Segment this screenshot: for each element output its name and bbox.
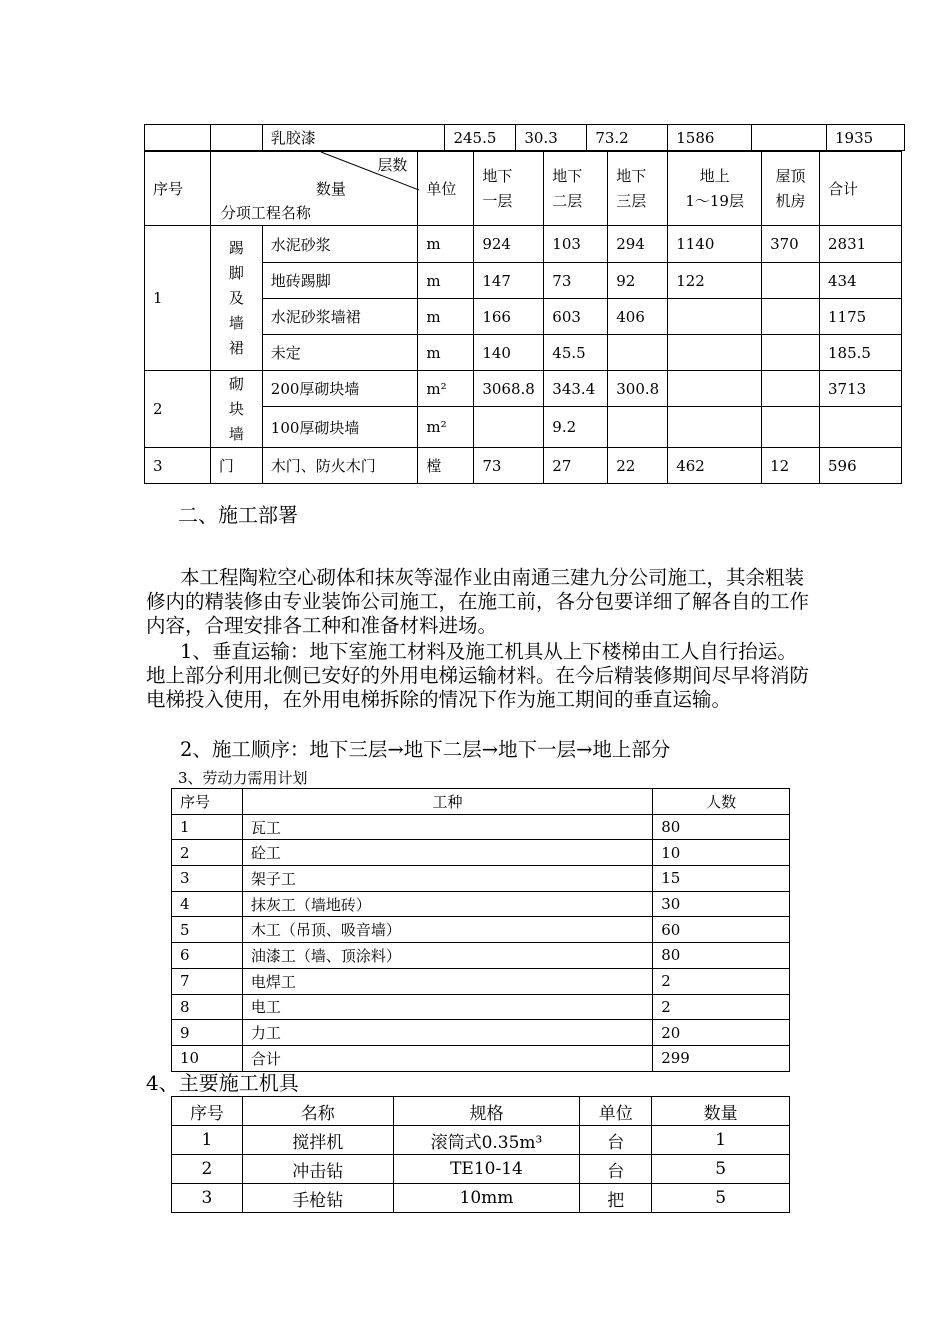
header-qty: 数量 [652,1097,790,1126]
quantity-table [144,151,902,484]
table-row [172,891,790,917]
cell: 60 [653,917,790,943]
item-b1: 140 [474,335,544,371]
item-unit: m [418,263,474,299]
item-above [668,407,762,448]
item-name: 水泥砂浆墙裙 [262,299,418,335]
cell: 15 [653,866,790,892]
item-unit: m [418,226,474,263]
item-above [668,299,762,335]
header-row [145,152,902,226]
item-b3: 300.8 [608,371,668,407]
item-b2: 343.4 [544,371,608,407]
cell: 20 [653,1020,790,1046]
item-b3 [608,335,668,371]
header-seq: 序号 [172,789,243,815]
item-total: 2831 [820,226,902,263]
item-b2: 603 [544,299,608,335]
header-seq: 序号 [172,1097,243,1126]
cell: 手枪钻 [242,1184,393,1213]
table-row [172,866,790,892]
table-row [172,814,790,840]
table-row [172,968,790,994]
group-category: 踢 脚 及 墙 裙 [210,226,262,371]
item-b2: 45.5 [544,335,608,371]
item-unit: m² [418,407,474,448]
header-unit: 单位 [418,152,474,226]
continuation-row-table [144,124,905,151]
item-total: 185.5 [820,335,902,371]
item-unit: m [418,335,474,371]
cell: 4 [172,891,243,917]
cell: 2 [653,994,790,1020]
cell: 力工 [242,1020,652,1046]
header-b3: 地下 三层 [608,152,668,226]
cell: 油漆工（墙、顶涂料） [242,943,652,969]
cell: 搅拌机 [242,1126,393,1155]
header-row [172,1097,790,1126]
cell: 乳胶漆 [262,125,445,151]
table-row [172,917,790,943]
header-name-label: 分项工程名称 [220,204,311,222]
cell [210,125,262,151]
header-roof: 屋顶 机房 [762,152,820,226]
cell: 1586 [668,125,752,151]
item-unit: 樘 [418,448,474,484]
item-b3: 22 [608,448,668,484]
item-total: 1175 [820,299,902,335]
header-name: 名称 [242,1097,393,1126]
diagonal-header-cell [210,152,418,226]
item-roof: 370 [762,226,820,263]
tools-title: 4、主要施工机具 [146,1071,299,1095]
labor-table [171,788,790,1072]
cell: 7 [172,968,243,994]
cell: 5 [172,917,243,943]
item-roof [762,371,820,407]
cell: 台 [580,1155,652,1184]
cell: 1 [652,1126,790,1155]
item-b1: 166 [474,299,544,335]
cell: 10 [653,840,790,866]
table-row [172,1126,790,1155]
item-name: 木门、防火木门 [262,448,418,484]
header-qty-label: 数量 [315,180,346,198]
cell: 把 [580,1184,652,1213]
cell: 299 [653,1045,790,1071]
cell: 80 [653,814,790,840]
cell: 73.2 [587,125,668,151]
group-seq: 3 [145,448,211,484]
item-total [820,407,902,448]
cell: 台 [580,1126,652,1155]
item-b2: 9.2 [544,407,608,448]
table-row [145,448,902,484]
item-roof [762,407,820,448]
item-b2: 103 [544,226,608,263]
item-unit: m² [418,371,474,407]
item-name: 未定 [262,335,418,371]
item-above [668,371,762,407]
item-roof [762,299,820,335]
header-unit: 单位 [580,1097,652,1126]
item-b2: 73 [544,263,608,299]
cell: 3 [172,1184,243,1213]
header-above: 地上 1～19层 [668,152,762,226]
table-row [172,1020,790,1046]
cell: 3 [172,866,243,892]
cell: 10mm [393,1184,580,1213]
table-row [145,226,902,263]
item-roof: 12 [762,448,820,484]
item-roof [762,335,820,371]
item-total: 434 [820,263,902,299]
item-unit: m [418,299,474,335]
cell: 2 [172,840,243,866]
item-name: 水泥砂浆 [262,226,418,263]
paragraph-construction-order: 2、施工顺序：地下三层→地下二层→地下一层→地上部分 [180,738,671,761]
cell: 6 [172,943,243,969]
item-above: 462 [668,448,762,484]
table-row [145,125,905,151]
item-b3: 294 [608,226,668,263]
cell: 1935 [827,125,905,151]
cell: 80 [653,943,790,969]
item-b1: 3068.8 [474,371,544,407]
cell: 1 [172,814,243,840]
table-row [145,371,902,407]
cell: 抹灰工（墙地砖） [242,891,652,917]
cell: 245.5 [445,125,516,151]
item-total: 3713 [820,371,902,407]
cell: 滚筒式0.35m³ [393,1126,580,1155]
header-count: 人数 [653,789,790,815]
cell: 5 [652,1184,790,1213]
table-row [172,1184,790,1213]
cell [752,125,827,151]
item-name: 200厚砌块墙 [262,371,418,407]
group-seq: 1 [145,226,211,371]
item-b1: 147 [474,263,544,299]
cell: 9 [172,1020,243,1046]
header-b1: 地下 一层 [474,152,544,226]
group-category: 砌 块 墙 [210,371,262,448]
header-seq: 序号 [145,152,211,226]
table-row [172,994,790,1020]
table-row [172,840,790,866]
cell: 8 [172,994,243,1020]
item-name: 地砖踢脚 [262,263,418,299]
cell: 电焊工 [242,968,652,994]
cell: 瓦工 [242,814,652,840]
header-row [172,789,790,815]
cell: 砼工 [242,840,652,866]
item-b1: 924 [474,226,544,263]
labor-plan-title: 3、劳动力需用计划 [178,769,308,787]
cell: 1 [172,1126,243,1155]
tools-table [171,1096,790,1213]
paragraph-vertical-transport: 1、垂直运输：地下室施工材料及施工机具从上下楼梯由工人自行抬运。地上部分利用北侧已安好的外用电梯运输材料。在今后精装修期间尽早将消防电梯投入使用，在外用电梯拆除的情况下作为施工期间的垂直运输。 [146,640,810,711]
header-spec: 规格 [393,1097,580,1126]
cell: 10 [172,1045,243,1071]
cell: 架子工 [242,866,652,892]
cell: 2 [172,1155,243,1184]
section2-title: 二、施工部署 [178,503,298,527]
item-b3: 92 [608,263,668,299]
header-trade: 工种 [242,789,652,815]
item-name: 100厚砌块墙 [262,407,418,448]
group-category: 门 [210,448,262,484]
table-row [172,943,790,969]
cell: 木工（吊顶、吸音墙） [242,917,652,943]
cell: 冲击钻 [242,1155,393,1184]
item-b3: 406 [608,299,668,335]
item-roof [762,263,820,299]
item-above: 122 [668,263,762,299]
header-total: 合计 [820,152,902,226]
item-b1: 73 [474,448,544,484]
item-above: 1140 [668,226,762,263]
paragraph-deployment: 本工程陶粒空心砌体和抹灰等湿作业由南通三建九分公司施工，其余粗装修内的精装修由专业装饰公司施工，在施工前，各分包要详细了解各自的工作内容，合理安排各工种和准备材料进场。 [146,566,810,637]
item-b3 [608,407,668,448]
group-seq: 2 [145,371,211,448]
cell: TE10-14 [393,1155,580,1184]
cell: 30.3 [516,125,587,151]
cell: 5 [652,1155,790,1184]
cell: 合计 [242,1045,652,1071]
header-b2: 地下 二层 [544,152,608,226]
cell: 2 [653,968,790,994]
item-b2: 27 [544,448,608,484]
header-layer-label: 层数 [377,156,408,174]
item-total: 596 [820,448,902,484]
item-above [668,335,762,371]
table-row [172,1045,790,1071]
cell [145,125,211,151]
table-row [172,1155,790,1184]
item-b1 [474,407,544,448]
cell: 电工 [242,994,652,1020]
cell: 30 [653,891,790,917]
